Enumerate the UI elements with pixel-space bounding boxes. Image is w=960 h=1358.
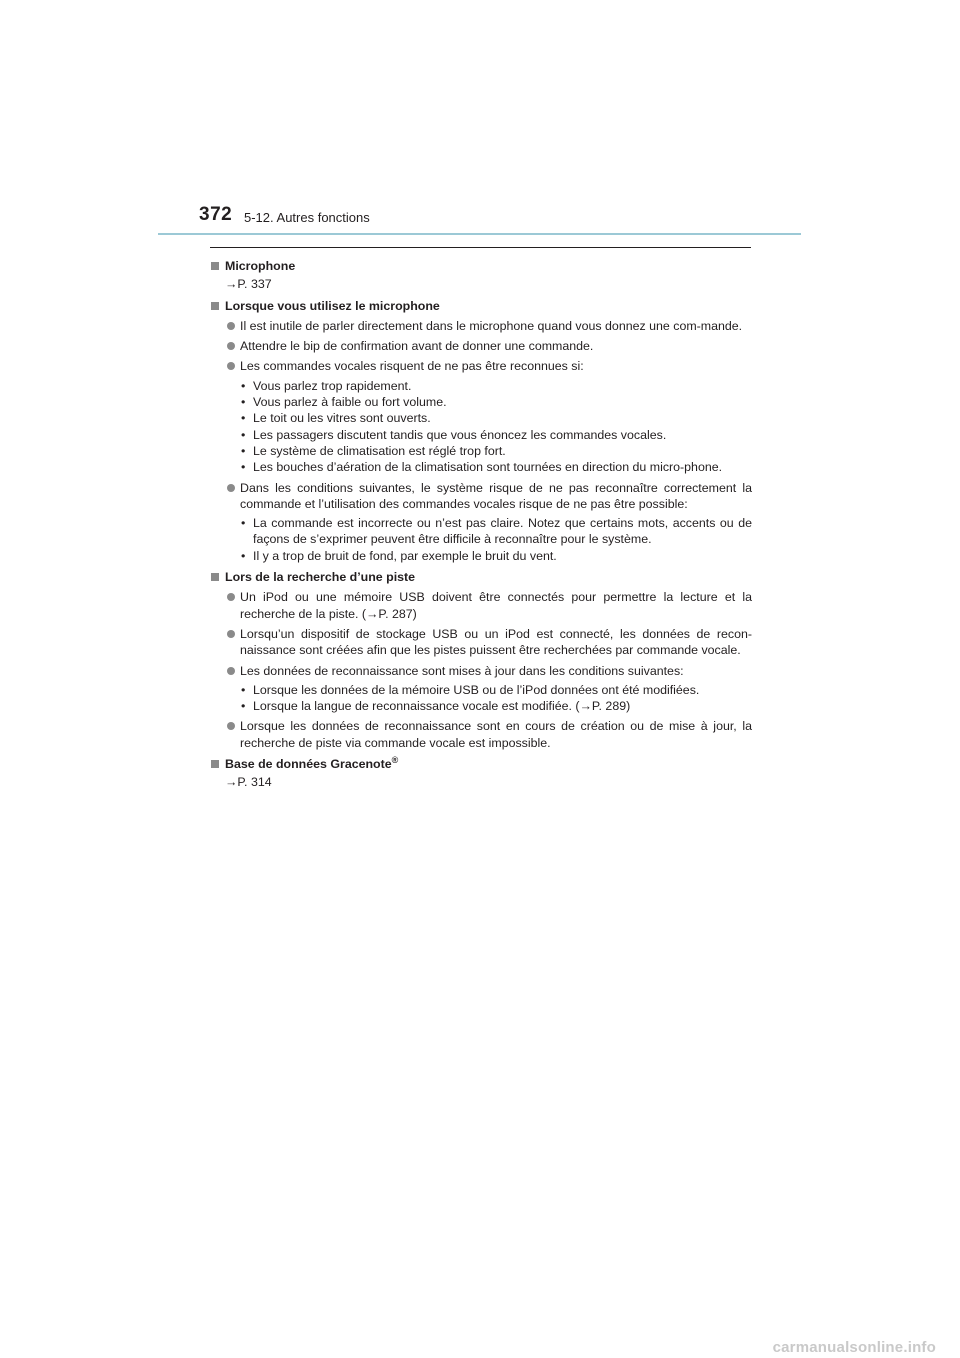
sub-list-item: • La commande est incorrecte ou n’est pas claire. Notez que certains mots, accents ou de façons de s’exprimer peuvent être difficile à reconnaître pour le système.: [241, 516, 752, 547]
page-content: [211, 258, 752, 794]
recognition-conditions-list: [211, 378, 752, 476]
list-item: [211, 338, 752, 354]
registered-mark: ®: [391, 754, 399, 765]
dot-bullet-icon: •: [241, 682, 246, 697]
list-item: [211, 626, 752, 659]
item-text: Lorsque les données de reconnaissance sont en cours de création ou de mise à jour, la recherche de piste via commande vocale est impossible.: [240, 719, 752, 750]
item-text: Dans les conditions suivantes, le système risque de ne pas reconnaître correctement la commande et l’utilisation des commandes vocales risque de ne pas être possible:: [240, 480, 752, 511]
heading-label: Microphone: [225, 259, 296, 273]
item-text: Attendre le bip de confirmation avant de donner une commande.: [240, 339, 594, 354]
item-text: Les données de reconnaissance sont mises à jour dans les conditions suivantes:: [240, 663, 684, 678]
dot-bullet-icon: •: [241, 516, 246, 531]
list-item: [211, 663, 752, 679]
item-text: Il est inutile de parler directement dans le microphone quand vous donnez une com-mande.: [240, 318, 743, 333]
section-title: 5-12. Autres fonctions: [244, 210, 370, 225]
update-conditions-list: [211, 682, 752, 715]
heading-gracenote: [211, 756, 752, 772]
dot-bullet-icon: •: [241, 378, 246, 393]
heading-track-search: [211, 569, 752, 585]
circle-bullet-icon: [227, 667, 235, 675]
item-text: Les commandes vocales risquent de ne pas être reconnues si:: [240, 359, 584, 374]
list-item: [211, 718, 752, 751]
sub-list-item: • Les passagers discutent tandis que vous énoncez les commandes vocales.: [241, 427, 667, 442]
square-bullet-icon: [211, 302, 219, 310]
dot-bullet-icon: •: [241, 395, 246, 410]
page-header: [0, 0, 960, 240]
content-rule: [210, 247, 751, 248]
sub-list-item: • Le système de climatisation est réglé trop fort.: [241, 443, 506, 458]
sub-list-item: • Les bouches d’aération de la climatisation sont tournées en direction du micro-phone.: [241, 460, 723, 475]
list-item: [211, 358, 752, 374]
sub-list-item: • Lorsque les données de la mémoire USB ou de l’iPod données ont été modifiées.: [241, 682, 700, 697]
heading-label: Base de données Gracenote: [225, 757, 392, 772]
list-item: [211, 480, 752, 513]
dot-bullet-icon: •: [241, 460, 246, 475]
sub-list-item: • Vous parlez à faible ou fort volume.: [241, 395, 447, 410]
heading-label: Lorsque vous utilisez le microphone: [225, 298, 440, 313]
sub-list-item: • Il y a trop de bruit de fond, par exemple le bruit du vent.: [241, 548, 557, 563]
square-bullet-icon: [211, 760, 219, 768]
item-text: Un iPod ou une mémoire USB doivent être connectés pour permettre la lecture et la recherche de la piste. (→P. 287): [240, 590, 752, 621]
dot-bullet-icon: •: [241, 548, 246, 563]
dot-bullet-icon: •: [241, 411, 246, 426]
dot-bullet-icon: •: [241, 699, 246, 714]
sub-list-item: • Lorsque la langue de reconnaissance vocale est modifiée. (→P. 289): [241, 699, 631, 714]
list-item: [211, 589, 752, 622]
circle-bullet-icon: [227, 722, 235, 730]
circle-bullet-icon: [227, 630, 235, 638]
circle-bullet-icon: [227, 484, 235, 492]
square-bullet-icon: [211, 262, 219, 270]
item-text: Lorsqu’un dispositif de stockage USB ou un iPod est connecté, les données de recon-naissance sont créées afin que les pistes puissent être recherchées par commande vocale.: [240, 626, 752, 658]
circle-bullet-icon: [227, 362, 235, 370]
heading-label: Lors de la recherche d’une piste: [225, 570, 416, 585]
dot-bullet-icon: •: [241, 443, 246, 458]
page-number: 372: [199, 204, 233, 225]
dot-bullet-icon: •: [241, 427, 246, 442]
heading-microphone-usage: [211, 298, 752, 314]
circle-bullet-icon: [227, 342, 235, 350]
sub-list-item: • Vous parlez trop rapidement.: [241, 378, 412, 393]
sub-list-item: • Le toit ou les vitres sont ouverts.: [241, 411, 431, 426]
page-reference-link[interactable]: →P. 314: [225, 775, 272, 790]
header-rule: [158, 233, 801, 235]
circle-bullet-icon: [227, 593, 235, 601]
circle-bullet-icon: [227, 322, 235, 330]
difficult-conditions-list: [211, 515, 752, 564]
page-reference-link[interactable]: →P. 337: [225, 277, 272, 292]
list-item: [211, 318, 752, 334]
heading-microphone: [211, 258, 752, 274]
square-bullet-icon: [211, 573, 219, 581]
watermark: carmanualsonline.info: [772, 1339, 936, 1356]
